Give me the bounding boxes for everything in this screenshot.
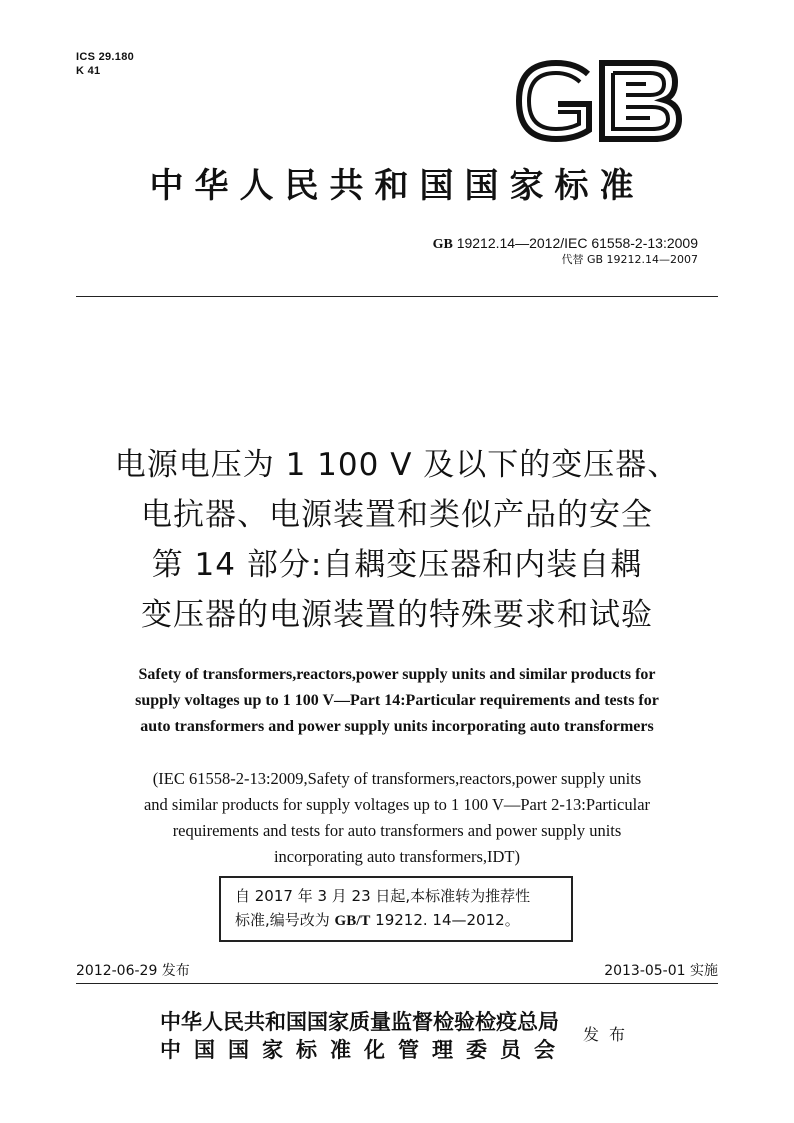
standard-number xyxy=(433,234,698,254)
notice-line-1: 自 2017 年 3 月 23 日起,本标准转为推荐性 xyxy=(235,887,531,905)
ics-code: ICS 29.180 xyxy=(76,51,135,63)
iec-reference-line: incorporating auto transformers,IDT) xyxy=(273,847,521,866)
english-title-line: Safety of transformers,reactors,power supply units and similar products for xyxy=(138,666,656,683)
notice-line-2-code: GB/T xyxy=(334,913,371,929)
issue-date: 2012-06-29 发布 xyxy=(76,963,190,979)
replaces-standard: 代替 GB 19212.14—2007 xyxy=(561,253,698,266)
notice-line-2-post: 19212. 14—2012。 xyxy=(370,911,520,929)
english-title xyxy=(0,662,794,740)
iec-reference xyxy=(0,766,794,870)
notice-line-2 xyxy=(235,908,571,933)
english-title-line: auto transformers and power supply units incorporating auto transformers xyxy=(140,718,654,735)
iec-reference-line: requirements and tests for auto transformers and power supply units xyxy=(172,821,622,840)
country-standard-title: 中华人民共和国国家标准 xyxy=(149,166,645,206)
english-title-line: supply voltages up to 1 100 V—Part 14:Particular requirements and tests for xyxy=(135,692,659,709)
iec-reference-line: (IEC 61558-2-13:2009,Safety of transformers,reactors,power supply units xyxy=(152,769,642,788)
issuer-line-1: 中华人民共和国国家质量监督检验检疫总局 xyxy=(160,1010,559,1034)
chinese-title-line: 电抗器、电源装置和类似产品的安全 xyxy=(141,497,653,533)
notice-line-2-pre: 标准,编号改为 xyxy=(235,911,335,929)
classification-codes xyxy=(76,50,134,78)
issuing-authorities xyxy=(160,1008,568,1064)
issuer-line-2: 中国国家标准化管理委员会 xyxy=(160,1038,568,1062)
standard-prefix: GB xyxy=(432,237,453,252)
chinese-title-line: 第 14 部分:自耦变压器和内装自耦 xyxy=(151,547,643,583)
gb-logo xyxy=(514,60,684,142)
chinese-title-line: 电源电压为 1 100 V 及以下的变压器、 xyxy=(114,447,680,483)
standard-code: 19212.14—2012/IEC 61558-2-13:2009 xyxy=(456,235,698,251)
effective-date: 2013-05-01 实施 xyxy=(604,963,718,979)
status-notice-box xyxy=(219,876,573,942)
ccs-code: K 41 xyxy=(76,65,101,77)
publish-label: 发布 xyxy=(583,1025,636,1044)
chinese-title-line: 变压器的电源装置的特殊要求和试验 xyxy=(141,597,653,633)
iec-reference-line: and similar products for supply voltages up to 1 100 V—Part 2-13:Particular xyxy=(143,795,651,814)
chinese-title xyxy=(0,440,794,640)
footer-divider xyxy=(76,983,718,984)
header-divider xyxy=(76,296,718,297)
